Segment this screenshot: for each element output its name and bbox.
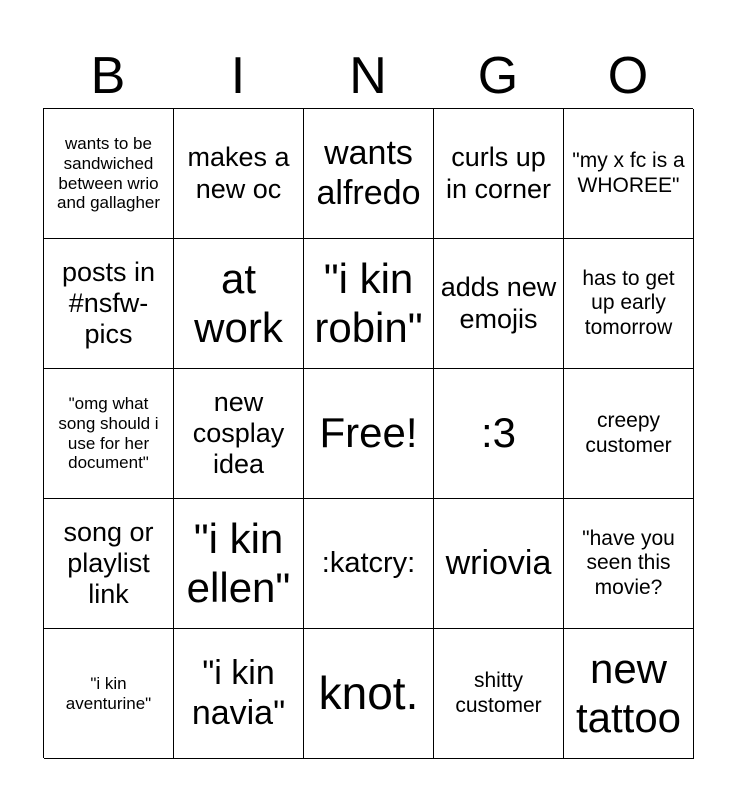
bingo-cell-r1-c2[interactable] [174, 109, 304, 239]
cell-text: :katcry: [321, 546, 416, 579]
bingo-cell-r2-c2[interactable] [174, 239, 304, 369]
cell-text: song or playlist link [63, 516, 154, 610]
bingo-cell-r3-c3-free[interactable] [304, 369, 434, 499]
cell-text: creepy customer [585, 409, 672, 457]
bingo-cell-r5-c1[interactable] [44, 629, 174, 759]
cell-text: posts in #nsfw-pics [61, 256, 156, 350]
bingo-cell-r4-c2[interactable] [174, 499, 304, 629]
cell-text: "i kin robin" [314, 255, 423, 351]
cell-text: makes a new oc [187, 142, 290, 204]
header-letter-n: N [349, 47, 387, 105]
cell-text: has to get up early tomorrow [582, 267, 675, 339]
cell-text: wants alfredo [316, 134, 421, 212]
cell-text: :3 [480, 409, 517, 457]
header-letter-g: G [477, 47, 519, 105]
bingo-cell-r3-c4[interactable] [434, 369, 564, 499]
bingo-cell-r3-c1[interactable] [44, 369, 174, 499]
bingo-cell-r2-c5[interactable] [564, 239, 694, 369]
bingo-grid [43, 108, 693, 758]
bingo-cell-r4-c4[interactable] [434, 499, 564, 629]
bingo-cell-r5-c3[interactable] [304, 629, 434, 759]
bingo-cell-r5-c5[interactable] [564, 629, 694, 759]
bingo-cell-r5-c2[interactable] [174, 629, 304, 759]
bingo-cell-r2-c1[interactable] [44, 239, 174, 369]
cell-text: wants to be sandwiched between wrio and gallagher [56, 134, 161, 213]
bingo-cell-r1-c5[interactable] [564, 109, 694, 239]
bingo-cell-r1-c3[interactable] [304, 109, 434, 239]
cell-text: adds new emojis [440, 272, 557, 334]
bingo-cell-r1-c1[interactable] [44, 109, 174, 239]
bingo-cell-r3-c5[interactable] [564, 369, 694, 499]
cell-text: "omg what song should i use for her document" [58, 394, 159, 473]
cell-text: "have you seen this movie? [582, 527, 675, 599]
cell-text: knot. [318, 667, 419, 720]
cell-text: "my x fc is a WHOREE" [572, 149, 685, 197]
bingo-cell-r4-c3[interactable] [304, 499, 434, 629]
cell-text: "i kin navia" [191, 654, 286, 732]
cell-text: at work [194, 255, 283, 351]
cell-text: new cosplay idea [192, 386, 285, 480]
cell-text: "i kin aventurine" [65, 673, 152, 713]
bingo-cell-r3-c2[interactable] [174, 369, 304, 499]
cell-text: curls up in corner [445, 142, 552, 204]
bingo-cell-r5-c4[interactable] [434, 629, 564, 759]
header-letter-i: I [230, 47, 246, 105]
bingo-header [43, 44, 693, 108]
header-letter-b: B [90, 47, 126, 105]
bingo-cell-r4-c1[interactable] [44, 499, 174, 629]
bingo-cell-r2-c3[interactable] [304, 239, 434, 369]
header-letter-o: O [607, 47, 649, 105]
bingo-cell-r4-c5[interactable] [564, 499, 694, 629]
bingo-cell-r1-c4[interactable] [434, 109, 564, 239]
cell-text: shitty customer [455, 669, 542, 717]
free-space-text: Free! [319, 409, 418, 457]
bingo-cell-r2-c4[interactable] [434, 239, 564, 369]
cell-text: "i kin ellen" [186, 515, 291, 611]
cell-text: wriovia [445, 543, 552, 582]
cell-text: new tattoo [575, 645, 682, 741]
